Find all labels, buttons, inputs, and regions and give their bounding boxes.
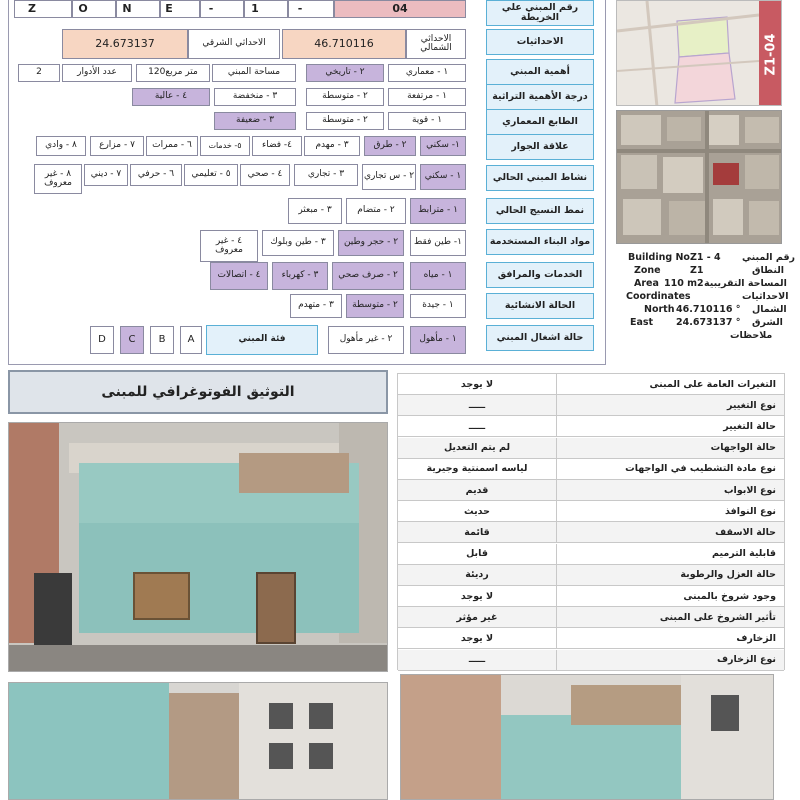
label-architectural: الطابع المعماري — [486, 109, 594, 135]
zone-number-1: 1 — [244, 0, 288, 18]
neighbor-opt-8: ٨ - وادي — [36, 136, 86, 156]
changes-row — [398, 544, 784, 565]
info-no-ar: رقم المبني — [742, 252, 796, 263]
activity-opt-2: ٢ - س تجاري — [362, 164, 416, 190]
changes-key: التغيرات العامة على المبنى — [649, 378, 776, 390]
changes-value: حديث — [398, 501, 557, 521]
changes-value: لياسه اسمنتية وجيرية — [398, 459, 557, 479]
main-building-photo — [8, 422, 388, 672]
changes-key: الزخارف — [736, 632, 776, 644]
changes-row — [398, 522, 784, 543]
materials-opt-3: ٣ - طين وبلوك — [262, 230, 334, 256]
changes-table — [397, 373, 785, 670]
fabric-opt-1: ١ - مترابط — [410, 198, 466, 224]
bottom-photo-left — [8, 682, 388, 800]
class-b: B — [150, 326, 174, 354]
changes-key: حالة العزل والرطوبة — [680, 569, 776, 581]
materials-opt-1: ١- طين فقط — [410, 230, 466, 256]
label-importance: أهمية المبني — [486, 59, 594, 85]
label-neighbor: علاقة الجوار — [486, 134, 594, 160]
bottom-photo-right — [400, 674, 774, 800]
heritage-opt-1: ١ - مرتفعة — [388, 88, 466, 106]
class-a: A — [180, 326, 202, 354]
label-services: الخدمات والمرافق — [486, 262, 594, 288]
activity-opt-1: ١ - سكني — [420, 164, 466, 190]
fabric-opt-3: ٣ - مبعثر — [288, 198, 342, 224]
coord-north-label: الاحداثي الشمالي — [406, 29, 466, 59]
fabric-opt-2: ٢ - متضام — [346, 198, 406, 224]
info-area-en: Area — [634, 278, 659, 289]
info-east-val: 24.673137 ° — [676, 317, 741, 328]
changes-row — [398, 565, 784, 586]
changes-row — [398, 416, 784, 437]
changes-key: نوع مادة التشطيب في الواجهات — [625, 463, 776, 475]
changes-key: حالة الواجهات — [710, 442, 776, 454]
info-north-en: North — [644, 304, 675, 315]
changes-row — [398, 501, 784, 522]
neighbor-opt-4: ٤- فضاء — [252, 136, 302, 156]
arch-opt-3: ٣ - ضعيفة — [214, 112, 296, 130]
changes-key: نوع الابواب — [724, 484, 776, 496]
changes-value: قديم — [398, 480, 557, 500]
label-fabric: نمط النسيج الحالي — [486, 198, 594, 224]
changes-row — [398, 459, 784, 480]
label-occupancy: حالة اشغال المبني — [486, 325, 594, 351]
neighbor-opt-1: ١- سكني — [420, 136, 466, 156]
changes-value: لم يتم التعديل — [398, 438, 557, 458]
info-no-val: Z1 - 4 — [690, 252, 721, 263]
changes-key: نوع الزخارف — [717, 654, 776, 666]
changes-row — [398, 607, 784, 628]
activity-opt-3: ٣ - تجاري — [294, 164, 358, 186]
changes-key: قابلية الترميم — [712, 548, 776, 560]
site-plan-photo — [616, 110, 782, 244]
changes-row — [398, 480, 784, 501]
area-value: 120متر مربع — [136, 64, 210, 82]
changes-value: رديئة — [398, 565, 557, 585]
zone-letter-o: O — [72, 0, 116, 18]
info-area-val: 110 m2 — [664, 278, 704, 289]
zone-dash-1: - — [200, 0, 244, 18]
label-activity: نشاط المبني الحالي — [486, 165, 594, 191]
changes-row — [398, 374, 784, 395]
photo-title-text: التوثيق الفوتوغرافي للمبنى — [101, 384, 295, 400]
zone-map — [616, 0, 782, 106]
activity-opt-8: ٨ - غير معروف — [34, 164, 82, 194]
condition-opt-2: ٢ - متوسطة — [346, 294, 404, 318]
services-opt-3: ٣ - كهرباء — [272, 262, 328, 290]
changes-key: حالة الاسقف — [715, 526, 776, 538]
map-code-banner — [759, 1, 782, 106]
occupancy-opt-2: ٢ - غير مأهول — [328, 326, 404, 354]
label-map-number: رقم المبني علي الخريطة — [486, 0, 594, 26]
changes-value: لا يوجد — [398, 628, 557, 648]
importance-architectural: ١ - معماري — [388, 64, 466, 82]
arch-opt-1: ١ - قوية — [388, 112, 466, 130]
info-east-ar: الشرق — [752, 317, 783, 328]
site-plan-drawing — [617, 111, 782, 244]
class-label: فئة المبني — [206, 325, 318, 355]
services-opt-4: ٤ - اتصالات — [210, 262, 268, 290]
heritage-opt-3: ٣ - منخفضة — [214, 88, 296, 106]
class-c: C — [120, 326, 144, 354]
floors-label: عدد الأدوار — [62, 64, 132, 82]
heritage-opt-4: ٤ - عالية — [132, 88, 210, 106]
changes-key: حالة التغيير — [723, 420, 776, 432]
info-zone-val: Z1 — [690, 265, 704, 276]
changes-value: لا يوجد — [398, 586, 557, 606]
occupancy-opt-1: ١ - مأهول — [410, 326, 466, 354]
changes-key: نوع التغيير — [726, 399, 776, 411]
changes-value: ـــــ — [398, 416, 557, 436]
activity-opt-5: ٥ - تعليمي — [184, 164, 238, 186]
info-no-en: Building No. — [628, 252, 694, 263]
floors-value: 2 — [18, 64, 60, 82]
services-opt-1: ١ - مياه — [410, 262, 466, 290]
neighbor-opt-7: ٧ - مزارع — [90, 136, 144, 156]
zone-dash-2: - — [288, 0, 334, 18]
coord-east-label: الاحداثي الشرقي — [188, 29, 280, 59]
zone-letter-z: Z — [14, 0, 72, 18]
changes-row — [398, 650, 784, 671]
coord-east-value: 24.673137 — [62, 29, 188, 59]
label-coordinates: الاحداثيات — [486, 29, 594, 55]
class-d: D — [90, 326, 114, 354]
changes-value: قائمة — [398, 522, 557, 542]
activity-opt-6: ٦ - حرفي — [130, 164, 182, 186]
changes-value: ـــــ — [398, 650, 557, 670]
importance-historic: ٢ - تاريخي — [306, 64, 384, 82]
zone-building-number: 04 — [334, 0, 466, 18]
photo-section-title — [8, 370, 388, 414]
activity-opt-4: ٤ - صحي — [240, 164, 290, 186]
materials-opt-4: ٤ - غير معروف — [200, 230, 258, 262]
zone-letter-n: N — [116, 0, 160, 18]
changes-value: ـــــ — [398, 395, 557, 415]
bottom-left-drawing — [9, 683, 388, 800]
label-heritage: درجة الأهمية التراثية — [486, 84, 594, 110]
materials-opt-2: ٢ - حجر وطين — [338, 230, 404, 256]
neighbor-opt-2: ٢ - طرق — [364, 136, 416, 156]
changes-row — [398, 438, 784, 459]
arch-opt-2: ٢ - متوسطة — [306, 112, 384, 130]
info-coord-ar: الاحداثيات — [742, 291, 789, 302]
zone-map-drawing — [617, 1, 759, 106]
heritage-opt-2: ٢ - متوسطة — [306, 88, 384, 106]
info-north-ar: الشمال — [752, 304, 787, 315]
zone-letter-e: E — [160, 0, 200, 18]
main-photo-drawing — [9, 423, 388, 672]
condition-opt-3: ٣ - متهدم — [290, 294, 342, 318]
label-materials: مواد البناء المستخدمة — [486, 229, 594, 255]
neighbor-opt-3: ٣ - مهدم — [304, 136, 360, 156]
neighbor-opt-6: ٦ - ممرات — [146, 136, 198, 156]
label-condition: الحالة الانشائية — [486, 293, 594, 319]
changes-value: غير مؤثر — [398, 607, 557, 627]
changes-key: وجود شروخ بالمبنى — [683, 590, 776, 602]
info-zone-ar: النطاق — [752, 265, 785, 276]
condition-opt-1: ١ - جيدة — [410, 294, 466, 318]
changes-key: نوع النوافذ — [725, 505, 776, 517]
info-coord-en: Coordinates — [626, 291, 691, 302]
changes-row — [398, 628, 784, 649]
info-north-val: 46.710116 ° — [676, 304, 741, 315]
info-notes-ar: ملاحظات — [730, 330, 773, 341]
changes-value: قابل — [398, 544, 557, 564]
coord-north-value: 46.710116 — [282, 29, 406, 59]
bottom-right-drawing — [401, 675, 774, 800]
neighbor-opt-5: ٥- خدمات — [200, 136, 250, 156]
map-code: Z1-04 — [763, 33, 779, 75]
changes-value: لا يوجد — [398, 374, 557, 394]
changes-row — [398, 395, 784, 416]
changes-key: تأثير الشروخ على المبنى — [659, 611, 776, 623]
info-area-ar: المساحة التقريبية — [704, 278, 787, 289]
area-label: مساحة المبني — [212, 64, 296, 82]
services-opt-2: ٢ - صرف صحي — [332, 262, 404, 290]
changes-row — [398, 586, 784, 607]
info-zone-en: Zone — [634, 265, 661, 276]
info-east-en: East — [630, 317, 654, 328]
activity-opt-7: ٧ - ديني — [84, 164, 128, 186]
